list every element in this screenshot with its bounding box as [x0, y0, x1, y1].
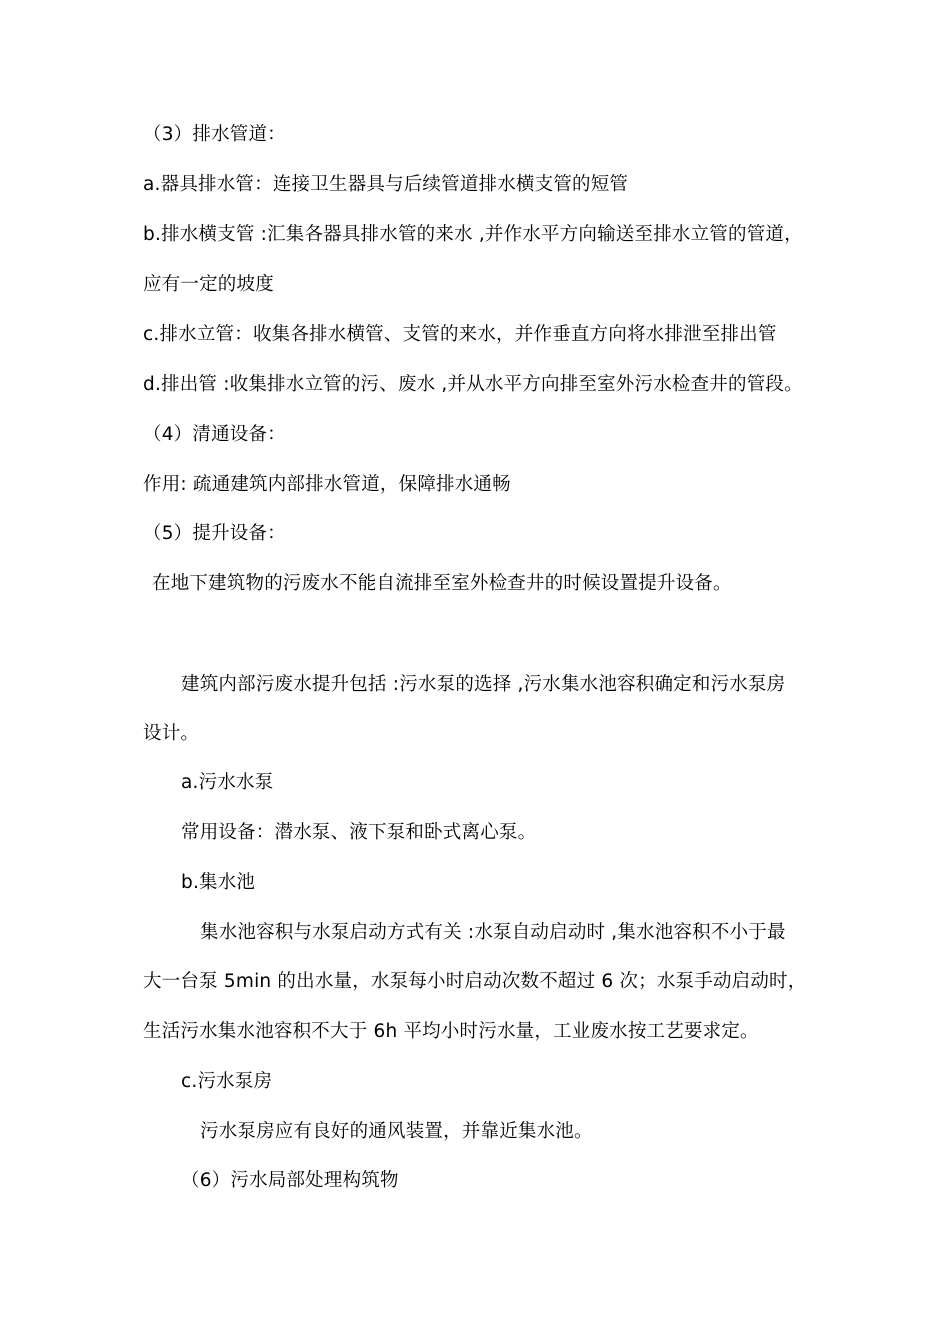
heading-local-treatment: （6）污水局部处理构筑物 [181, 1170, 399, 1191]
sewage-pump-types: 常用设备：潜水泵、液下泵和卧式离心泵。 [181, 822, 537, 843]
subheading-sump: b.集水池 [181, 872, 256, 893]
paragraph-lifting-scope-cont: 设计。 [143, 723, 200, 744]
cleaning-purpose: 作用: 疏通建筑内部排水管道，保障排水通畅 [143, 474, 511, 495]
subheading-sewage-pump: a.污水水泵 [181, 772, 274, 793]
item-horizontal-branch-cont: 应有一定的坡度 [143, 274, 274, 295]
subheading-pump-room: c.污水泵房 [181, 1071, 273, 1092]
item-horizontal-branch: b.排水横支管 :汇集各器具排水管的来水 ,并作水平方向输送至排水立管的管道， [143, 224, 803, 245]
sump-volume-line-1: 集水池容积与水泵启动方式有关 :水泵自动启动时 ,集水池容积不小于最 [200, 922, 786, 943]
sump-volume-line-3: 生活污水集水池容积不大于 6h 平均小时污水量，工业废水按工艺要求定。 [143, 1021, 759, 1042]
lifting-description: 在地下建筑物的污废水不能自流排至室外检查井的时候设置提升设备。 [152, 573, 732, 594]
pump-room-description: 污水泵房应有良好的通风装置，并靠近集水池。 [200, 1121, 593, 1142]
heading-drainage-pipes: （3）排水管道： [143, 124, 286, 145]
heading-cleaning-equipment: （4）清通设备： [143, 424, 286, 445]
sump-volume-line-2: 大一台泵 5min 的出水量，水泵每小时启动次数不超过 6 次；水泵手动启动时， [143, 971, 807, 992]
heading-lifting-equipment: （5）提升设备： [143, 523, 286, 544]
item-fixture-drain: a.器具排水管：连接卫生器具与后续管道排水横支管的短管 [143, 174, 629, 195]
item-outlet-pipe: d.排出管 :收集排水立管的污、废水 ,并从水平方向排至室外污水检查井的管段。 [143, 374, 803, 395]
paragraph-lifting-scope: 建筑内部污废水提升包括 :污水泵的选择 ,污水集水池容积确定和污水泵房 [181, 674, 786, 695]
item-vertical-stack: c.排水立管：收集各排水横管、支管的来水，并作垂直方向将水排泄至排出管 [143, 324, 777, 345]
